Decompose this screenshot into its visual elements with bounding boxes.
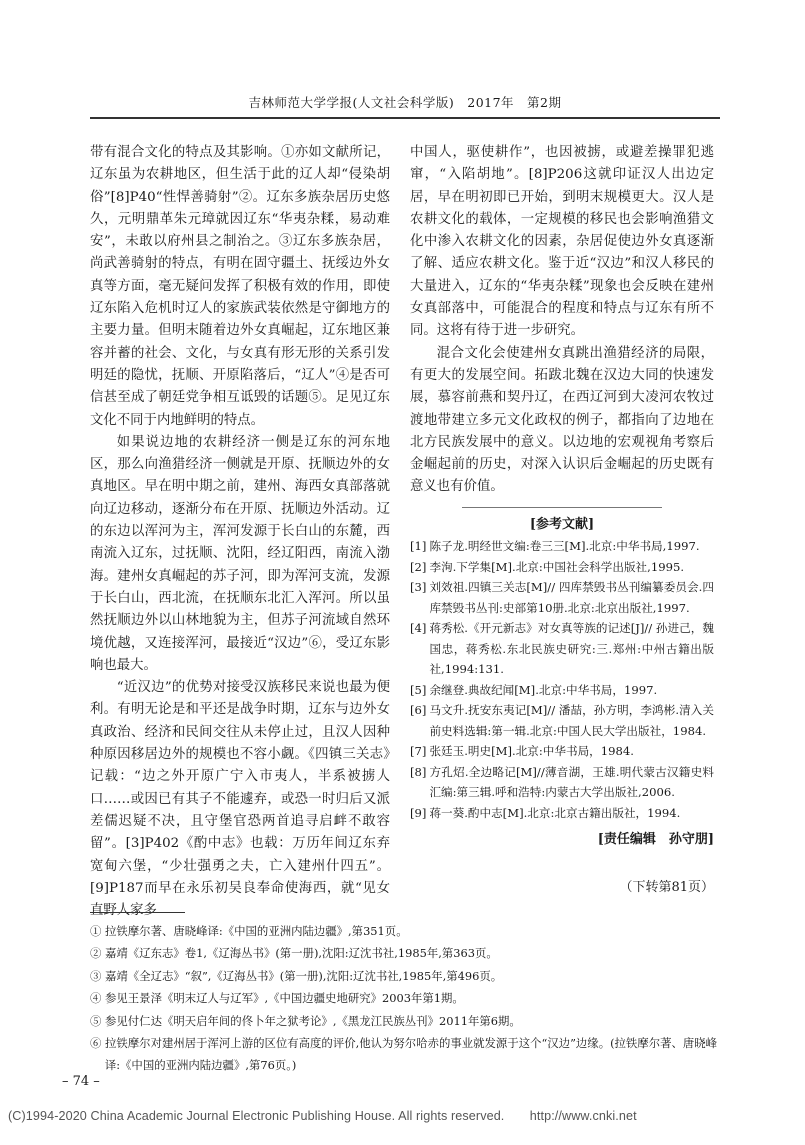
references-list bbox=[410, 536, 714, 823]
reference-text: 刘效祖.四镇三关志[M]// 四库禁毁书丛刊编纂委员会.四库禁毁书丛刊:史部第10册.北京:北京出版社,1997. bbox=[429, 580, 714, 615]
footnote: ③ 嘉靖《全辽志》“叙”,《辽海丛书》(第一册),沈阳:辽沈书社,1985年,第496页。 bbox=[90, 968, 503, 983]
reference-number: [9] bbox=[410, 805, 427, 820]
reference-text: 陈子龙.明经世文编:卷三三[M].北京:中华书局,1997. bbox=[429, 539, 700, 554]
reference-number: [6] bbox=[410, 703, 427, 718]
reference-item bbox=[410, 680, 714, 701]
copyright-line: (C)1994-2020 China Academic Journal Electronic Publishing House. All rights reserved. http://www.cnki.net bbox=[8, 1109, 637, 1123]
reference-text: 余继登.典故纪闻[M].北京:中华书局，1997. bbox=[429, 682, 658, 697]
paragraph: “近汉边”的优势对接受汉族移民来说也最为便利。有明无论是和平还是战争时期，辽东与边外女真政治、经济和民间交往从未停止过，且汉人因种种原因移居边外的规模也不容小觑。《四镇三关志》记载：“边之外开原广宁入市夷人，半系被掳人口……或因已有其子不能遽弃，或恐一时归后又派差儒迟疑不决，且守堡官恐两首追寻启衅不敢容留”。[3]P402《酌中志》也载：万历年间辽东弃宽甸六堡，“少壮强勇之夫，亡入建州什四五”。[9]P187而早在永乐初吴良奉命使海西，就“见女直野人家多 bbox=[90, 680, 390, 919]
reference-item bbox=[410, 557, 714, 578]
reference-number: [7] bbox=[410, 744, 427, 759]
footnote: ① 拉铁摩尔著、唐晓峰译:《中国的亚洲内陆边疆》,第351页。 bbox=[90, 924, 408, 938]
responsible-editor: [责任编辑 孙守朋] bbox=[597, 832, 714, 848]
references-title: [参考文献] bbox=[529, 516, 595, 532]
reference-item bbox=[410, 536, 714, 557]
reference-text: 方孔炤.全边略记[M]//薄音湖，王雄.明代蒙古汉籍史料汇编:第三辑.呼和浩特:内蒙古大学出版社,2006. bbox=[429, 764, 714, 800]
reference-text: 马文升.抚安东夷记[M]// 潘喆，孙方明，李鸿彬.清入关前史料选辑:第一辑.北京:中国人民大学出版社，1984. bbox=[429, 703, 714, 738]
footnote: ④ 参见王景泽《明末辽人与辽军》,《中国边疆史地研究》2003年第1期。 bbox=[90, 991, 464, 1006]
paragraph: 如果说边地的农耕经济一侧是辽东的河东地区，那么向渔猎经济一侧就是开原、抚顺边外的女真地区。早在明中期之前，建州、海西女真部落就向辽边移动，逐渐分布在开原、抚顺边外活动。辽的东边以浑河为主，浑河发源于长白山的东麓，西南流入辽东，过抚顺、沈阳，经辽阳西，南流入渤海。建州女真崛起的苏子河，即为浑河支流，发源于长白山，西北流，在抚顺东北汇入浑河。所以虽然抚顺边外以山林地貌为主，但苏子河流域自然环境优越，又连接浑河，最接近“汉边”⑥，受辽东影响也最大。 bbox=[90, 434, 390, 673]
reference-number: [4] bbox=[410, 621, 427, 636]
reference-item bbox=[410, 762, 714, 803]
reference-item bbox=[410, 577, 714, 618]
reference-number: [5] bbox=[410, 682, 427, 697]
footnote: ⑥ 拉铁摩尔对建州居于浑河上游的区位有高度的评价,他认为努尔哈赤的事业就发源于这个“汉边”边缘。(拉铁摩尔著、唐晓峰译:《中国的亚洲内陆边疆》,第76页。) bbox=[90, 1036, 718, 1073]
left-column bbox=[90, 142, 390, 922]
reference-text: 蒋一葵.酌中志[M].北京:北京古籍出版社，1994. bbox=[429, 805, 681, 820]
reference-item bbox=[410, 803, 714, 824]
reference-number: [1] bbox=[410, 539, 427, 554]
references-divider bbox=[462, 507, 662, 508]
reference-text: 蒋秀松.《开元新志》对女真等族的记述[J]// 孙进己，魏国忠，蒋秀松.东北民族史研究:三.郑州:中州古籍出版社,1994:131. bbox=[429, 621, 714, 677]
paragraph: 中国人，驱使耕作”，也因被掳，或避差操罪犯逃窜，“入陷胡地”。[8]P206这就印证汉人出边定居，早在明初即已开始，到明末规模更大。汉人是农耕文化的载体，一定规模的移民也会影响渔猎文化中渗入农耕文化的因素，杂居促使边外女真逐渐了解、适应农耕文化。鉴于近“汉边”和汉人移民的大量进入，辽东的“华夷杂糅”现象也会反映在建州女真部落中，可能混合的程度和特点与辽东有所不同。这将有待于进一步研究。 bbox=[410, 145, 714, 339]
footnote: ② 嘉靖《辽东志》卷1,《辽海丛书》(第一册),沈阳:辽沈书社,1985年,第363页。 bbox=[90, 946, 498, 961]
paragraph: 混合文化会使建州女真跳出渔猎经济的局限，有更大的发展空间。拓跋北魏在汉边大同的快速发展，慕容前燕和契丹辽，在西辽河到大凌河农牧过渡地带建立多元文化政权的例子，都指向了边地在北方民族发展中的意义。以边地的宏观视角考察后金崛起前的历史，对深入认识后金崛起的历史既有意义也有价值。 bbox=[410, 345, 714, 495]
reference-item bbox=[410, 700, 714, 741]
journal-header: 吉林师范大学学报(人文社会科学版) 2017年 第2期 bbox=[248, 95, 562, 110]
page-number: – 74 – bbox=[62, 1074, 100, 1089]
reference-item bbox=[410, 741, 714, 762]
paragraph: 带有混合文化的特点及其影响。①亦如文献所记，辽东虽为农耕地区，但生活于此的辽人却“侵染胡俗”[8]P40“性悍善骑射”②。辽东多族杂居历史悠久，元明鼎革朱元璋就因辽东“华夷杂糅，易动难安”，未敢以府州县之制治之。③辽东多族杂居，尚武善骑射的特点，有明在固守疆土、抚绥边外女真等方面，毫无疑问发挥了积极有效的作用，即使辽东陷入危机时辽人的家族武装依然是守御地方的主要力量。但明末随着边外女真崛起，辽东地区兼容并蓄的社会、文化，与女真有形无形的关系引发明廷的隐忧，抚顺、开原陷落后，“辽人”④是否可信甚至成了朝廷党争相互诋毁的话题⑤。足见辽东文化不同于内地鲜明的特点。 bbox=[90, 145, 390, 428]
reference-number: [2] bbox=[410, 559, 427, 574]
footnotes bbox=[90, 920, 720, 1077]
right-column bbox=[410, 142, 714, 900]
footnote: ⑤ 参见付仁达《明天启年间的佟卜年之狱考论》,《黑龙江民族丛刊》2011年第6期。 bbox=[90, 1013, 521, 1028]
continued-note: （下转第81页） bbox=[619, 880, 714, 896]
reference-number: [3] bbox=[410, 580, 427, 595]
reference-text: 张廷玉.明史[M].北京:中华书局，1984. bbox=[429, 744, 634, 759]
reference-text: 李洵.下学集[M].北京:中国社会科学出版社,1995. bbox=[429, 559, 685, 574]
reference-item bbox=[410, 618, 714, 680]
reference-number: [8] bbox=[410, 764, 427, 779]
header-rule bbox=[90, 117, 720, 119]
footnote-rule bbox=[90, 912, 185, 913]
